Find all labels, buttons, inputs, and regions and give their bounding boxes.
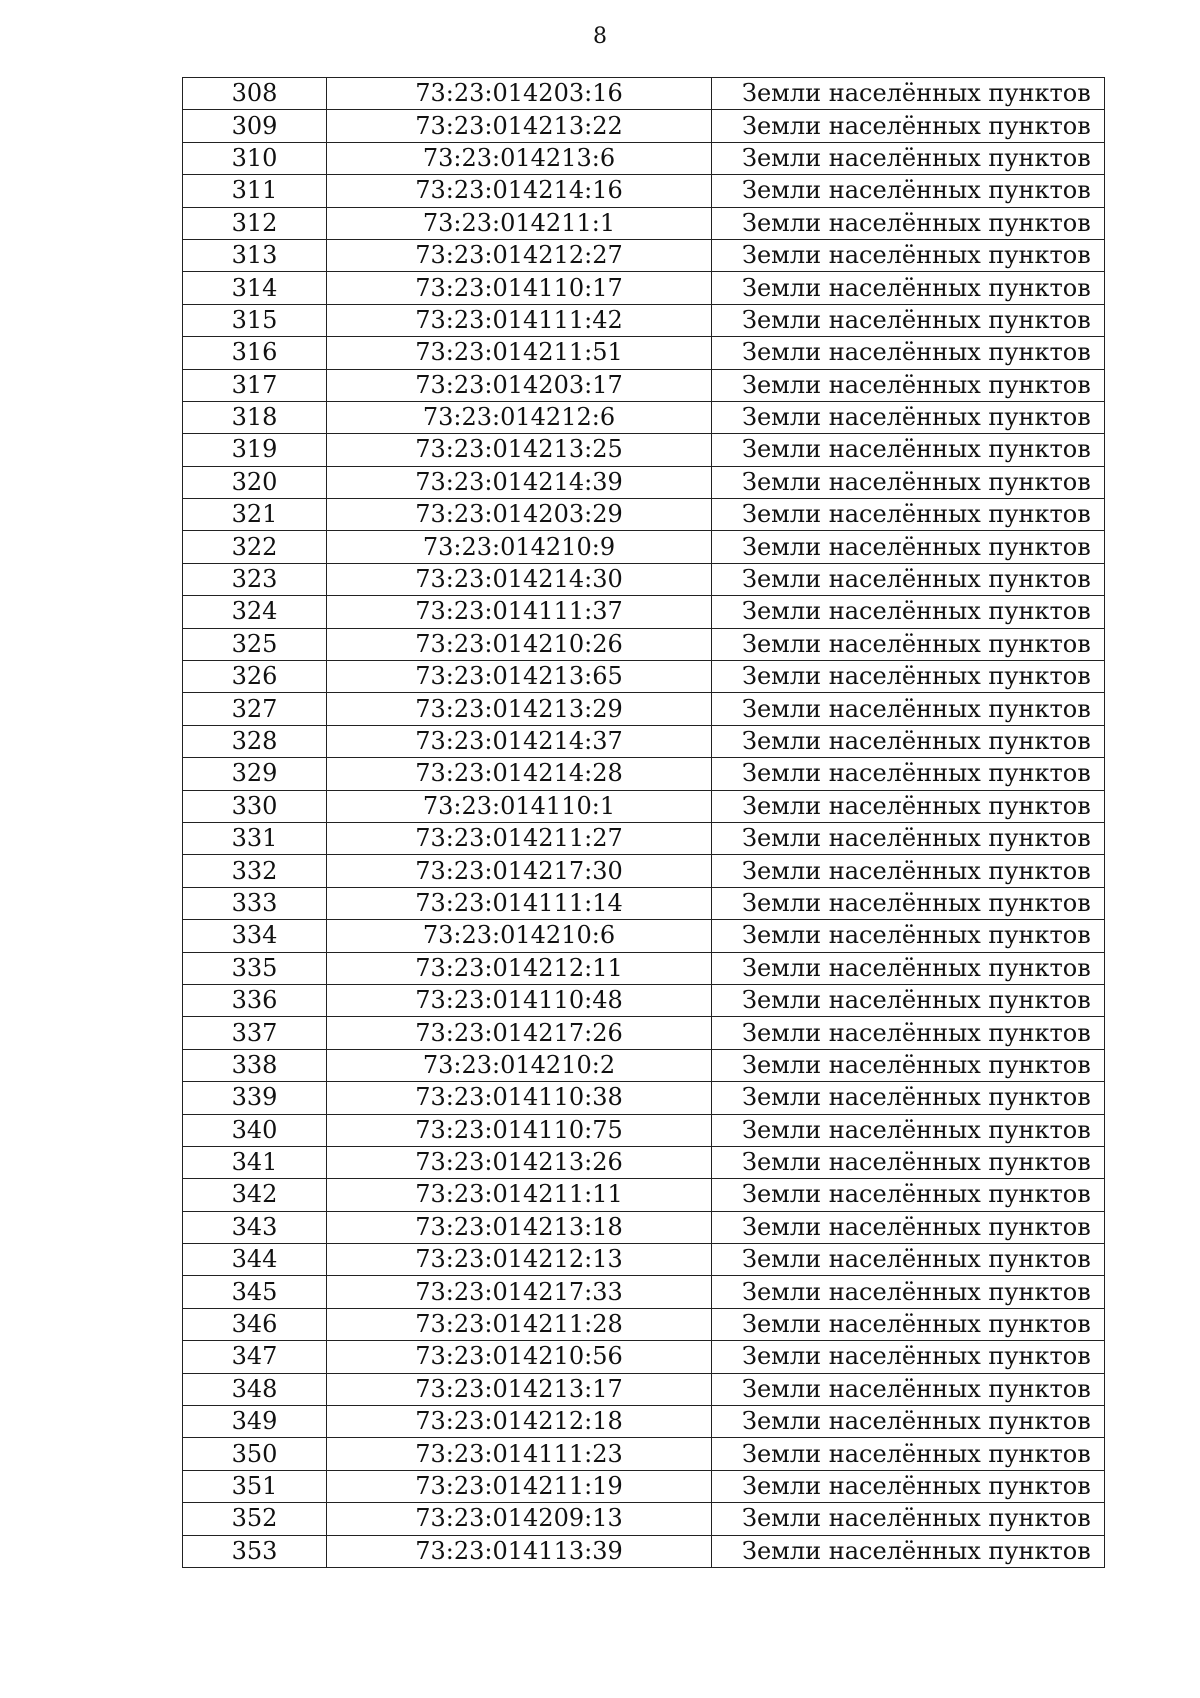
cadastral-number-cell: 73:23:014211:28 <box>327 1308 712 1340</box>
table-row <box>183 1017 1105 1049</box>
row-number-cell: 318 <box>183 401 327 433</box>
cadastral-number-cell: 73:23:014211:51 <box>327 337 712 369</box>
row-number-cell: 342 <box>183 1179 327 1211</box>
land-category-cell: Земли населённых пунктов <box>712 1308 1105 1340</box>
table-row <box>183 693 1105 725</box>
row-number-cell: 320 <box>183 466 327 498</box>
table-row <box>183 563 1105 595</box>
row-number-cell: 315 <box>183 304 327 336</box>
row-number-cell: 327 <box>183 693 327 725</box>
table-row <box>183 110 1105 142</box>
table-row <box>183 1082 1105 1114</box>
row-number-cell: 346 <box>183 1308 327 1340</box>
table-row <box>183 887 1105 919</box>
table-row <box>183 1276 1105 1308</box>
row-number-cell: 313 <box>183 239 327 271</box>
land-category-cell: Земли населённых пунктов <box>712 369 1105 401</box>
table-row <box>183 207 1105 239</box>
cadastral-number-cell: 73:23:014214:28 <box>327 758 712 790</box>
row-number-cell: 330 <box>183 790 327 822</box>
table-row <box>183 1470 1105 1502</box>
land-category-cell: Земли населённых пунктов <box>712 1438 1105 1470</box>
land-category-cell: Земли населённых пунктов <box>712 531 1105 563</box>
row-number-cell: 312 <box>183 207 327 239</box>
land-category-cell: Земли населённых пунктов <box>712 725 1105 757</box>
row-number-cell: 340 <box>183 1114 327 1146</box>
row-number-cell: 338 <box>183 1049 327 1081</box>
land-category-cell: Земли населённых пунктов <box>712 790 1105 822</box>
land-category-cell: Земли населённых пунктов <box>712 434 1105 466</box>
cadastral-number-cell: 73:23:014110:38 <box>327 1082 712 1114</box>
cadastral-number-cell: 73:23:014210:56 <box>327 1341 712 1373</box>
cadastral-number-cell: 73:23:014211:1 <box>327 207 712 239</box>
land-category-cell: Земли населённых пунктов <box>712 628 1105 660</box>
table-row <box>183 790 1105 822</box>
cadastral-number-cell: 73:23:014210:26 <box>327 628 712 660</box>
row-number-cell: 323 <box>183 563 327 595</box>
land-category-cell: Земли населённых пунктов <box>712 661 1105 693</box>
cadastral-number-cell: 73:23:014110:17 <box>327 272 712 304</box>
table-row <box>183 1244 1105 1276</box>
cadastral-number-cell: 73:23:014203:29 <box>327 499 712 531</box>
table-row <box>183 1503 1105 1535</box>
row-number-cell: 351 <box>183 1470 327 1502</box>
land-category-cell: Земли населённых пунктов <box>712 855 1105 887</box>
table-row <box>183 822 1105 854</box>
cadastral-number-cell: 73:23:014214:39 <box>327 466 712 498</box>
cadastral-number-cell: 73:23:014212:6 <box>327 401 712 433</box>
table-row <box>183 369 1105 401</box>
cadastral-number-cell: 73:23:014213:25 <box>327 434 712 466</box>
land-category-cell: Земли населённых пунктов <box>712 1503 1105 1535</box>
land-category-cell: Земли населённых пунктов <box>712 1373 1105 1405</box>
cadastral-number-cell: 73:23:014217:30 <box>327 855 712 887</box>
land-category-cell: Земли населённых пунктов <box>712 175 1105 207</box>
land-category-cell: Земли населённых пунктов <box>712 822 1105 854</box>
cadastral-number-cell: 73:23:014203:16 <box>327 78 712 110</box>
land-category-cell: Земли населённых пунктов <box>712 693 1105 725</box>
land-category-cell: Земли населённых пунктов <box>712 304 1105 336</box>
table-row <box>183 1179 1105 1211</box>
cadastral-number-cell: 73:23:014110:75 <box>327 1114 712 1146</box>
cadastral-number-cell: 73:23:014111:37 <box>327 596 712 628</box>
cadastral-number-cell: 73:23:014214:16 <box>327 175 712 207</box>
row-number-cell: 350 <box>183 1438 327 1470</box>
cadastral-number-cell: 73:23:014212:18 <box>327 1406 712 1438</box>
cadastral-number-cell: 73:23:014111:23 <box>327 1438 712 1470</box>
table-row <box>183 920 1105 952</box>
cadastral-number-cell: 73:23:014213:29 <box>327 693 712 725</box>
row-number-cell: 332 <box>183 855 327 887</box>
cadastral-number-cell: 73:23:014111:14 <box>327 887 712 919</box>
row-number-cell: 311 <box>183 175 327 207</box>
cadastral-number-cell: 73:23:014212:13 <box>327 1244 712 1276</box>
row-number-cell: 319 <box>183 434 327 466</box>
land-category-cell: Земли населённых пунктов <box>712 1406 1105 1438</box>
row-number-cell: 328 <box>183 725 327 757</box>
cadastral-number-cell: 73:23:014211:27 <box>327 822 712 854</box>
row-number-cell: 336 <box>183 984 327 1016</box>
land-category-cell: Земли населённых пунктов <box>712 1276 1105 1308</box>
row-number-cell: 353 <box>183 1535 327 1567</box>
cadastral-number-cell: 73:23:014213:17 <box>327 1373 712 1405</box>
land-category-cell: Земли населённых пунктов <box>712 1179 1105 1211</box>
table-row <box>183 855 1105 887</box>
table-row <box>183 952 1105 984</box>
table-row <box>183 466 1105 498</box>
table-row <box>183 1114 1105 1146</box>
row-number-cell: 322 <box>183 531 327 563</box>
cadastral-number-cell: 73:23:014214:30 <box>327 563 712 595</box>
land-category-cell: Земли населённых пунктов <box>712 142 1105 174</box>
land-category-cell: Земли населённых пунктов <box>712 1244 1105 1276</box>
row-number-cell: 343 <box>183 1211 327 1243</box>
cadastral-number-cell: 73:23:014217:33 <box>327 1276 712 1308</box>
land-category-cell: Земли населённых пунктов <box>712 1082 1105 1114</box>
table-row <box>183 628 1105 660</box>
table-row <box>183 239 1105 271</box>
row-number-cell: 334 <box>183 920 327 952</box>
cadastral-number-cell: 73:23:014212:27 <box>327 239 712 271</box>
land-category-cell: Земли населённых пунктов <box>712 1470 1105 1502</box>
cadastral-number-cell: 73:23:014210:9 <box>327 531 712 563</box>
land-category-cell: Земли населённых пунктов <box>712 207 1105 239</box>
land-category-cell: Земли населённых пунктов <box>712 758 1105 790</box>
cadastral-number-cell: 73:23:014213:22 <box>327 110 712 142</box>
cadastral-number-cell: 73:23:014110:48 <box>327 984 712 1016</box>
row-number-cell: 329 <box>183 758 327 790</box>
land-category-cell: Земли населённых пунктов <box>712 1114 1105 1146</box>
cadastral-number-cell: 73:23:014213:65 <box>327 661 712 693</box>
table-row <box>183 596 1105 628</box>
cadastral-number-cell: 73:23:014213:26 <box>327 1146 712 1178</box>
land-category-cell: Земли населённых пунктов <box>712 1146 1105 1178</box>
page-number: 8 <box>593 24 607 49</box>
row-number-cell: 331 <box>183 822 327 854</box>
cadastral-number-cell: 73:23:014213:18 <box>327 1211 712 1243</box>
land-category-cell: Земли населённых пунктов <box>712 1535 1105 1567</box>
row-number-cell: 348 <box>183 1373 327 1405</box>
table-row <box>183 984 1105 1016</box>
land-category-cell: Земли населённых пунктов <box>712 401 1105 433</box>
land-plot-table <box>182 77 1105 1568</box>
row-number-cell: 341 <box>183 1146 327 1178</box>
table-row <box>183 1049 1105 1081</box>
land-category-cell: Земли населённых пунктов <box>712 563 1105 595</box>
table-row <box>183 531 1105 563</box>
land-category-cell: Земли населённых пунктов <box>712 1341 1105 1373</box>
row-number-cell: 321 <box>183 499 327 531</box>
cadastral-number-cell: 73:23:014209:13 <box>327 1503 712 1535</box>
table-row <box>183 401 1105 433</box>
land-category-cell: Земли населённых пунктов <box>712 337 1105 369</box>
row-number-cell: 352 <box>183 1503 327 1535</box>
cadastral-number-cell: 73:23:014210:2 <box>327 1049 712 1081</box>
row-number-cell: 339 <box>183 1082 327 1114</box>
table-row <box>183 1308 1105 1340</box>
row-number-cell: 333 <box>183 887 327 919</box>
land-category-cell: Земли населённых пунктов <box>712 466 1105 498</box>
table-row <box>183 1146 1105 1178</box>
row-number-cell: 324 <box>183 596 327 628</box>
land-category-cell: Земли населённых пунктов <box>712 1211 1105 1243</box>
row-number-cell: 309 <box>183 110 327 142</box>
row-number-cell: 326 <box>183 661 327 693</box>
cadastral-number-cell: 73:23:014203:17 <box>327 369 712 401</box>
cadastral-number-cell: 73:23:014113:39 <box>327 1535 712 1567</box>
table-row <box>183 725 1105 757</box>
land-category-cell: Земли населённых пунктов <box>712 1017 1105 1049</box>
row-number-cell: 317 <box>183 369 327 401</box>
cadastral-number-cell: 73:23:014210:6 <box>327 920 712 952</box>
row-number-cell: 344 <box>183 1244 327 1276</box>
row-number-cell: 337 <box>183 1017 327 1049</box>
cadastral-number-cell: 73:23:014213:6 <box>327 142 712 174</box>
table-body <box>183 78 1105 1568</box>
table-row <box>183 272 1105 304</box>
table-row <box>183 1341 1105 1373</box>
table-row <box>183 499 1105 531</box>
land-category-cell: Земли населённых пунктов <box>712 1049 1105 1081</box>
row-number-cell: 310 <box>183 142 327 174</box>
cadastral-number-cell: 73:23:014217:26 <box>327 1017 712 1049</box>
row-number-cell: 345 <box>183 1276 327 1308</box>
land-category-cell: Земли населённых пунктов <box>712 952 1105 984</box>
row-number-cell: 349 <box>183 1406 327 1438</box>
table-row <box>183 337 1105 369</box>
row-number-cell: 335 <box>183 952 327 984</box>
row-number-cell: 308 <box>183 78 327 110</box>
land-category-cell: Земли населённых пунктов <box>712 499 1105 531</box>
table-row <box>183 78 1105 110</box>
land-category-cell: Земли населённых пунктов <box>712 984 1105 1016</box>
table-row <box>183 1438 1105 1470</box>
row-number-cell: 325 <box>183 628 327 660</box>
cadastral-number-cell: 73:23:014214:37 <box>327 725 712 757</box>
row-number-cell: 314 <box>183 272 327 304</box>
table-row <box>183 758 1105 790</box>
land-category-cell: Земли населённых пунктов <box>712 239 1105 271</box>
land-category-cell: Земли населённых пунктов <box>712 887 1105 919</box>
cadastral-number-cell: 73:23:014110:1 <box>327 790 712 822</box>
row-number-cell: 316 <box>183 337 327 369</box>
table-row <box>183 175 1105 207</box>
table-row <box>183 434 1105 466</box>
land-category-cell: Земли населённых пунктов <box>712 596 1105 628</box>
cadastral-number-cell: 73:23:014211:11 <box>327 1179 712 1211</box>
table-row <box>183 1406 1105 1438</box>
row-number-cell: 347 <box>183 1341 327 1373</box>
table-row <box>183 304 1105 336</box>
cadastral-number-cell: 73:23:014111:42 <box>327 304 712 336</box>
table-row <box>183 661 1105 693</box>
cadastral-number-cell: 73:23:014212:11 <box>327 952 712 984</box>
land-category-cell: Земли населённых пунктов <box>712 110 1105 142</box>
land-category-cell: Земли населённых пунктов <box>712 920 1105 952</box>
land-category-cell: Земли населённых пунктов <box>712 272 1105 304</box>
table-row <box>183 142 1105 174</box>
table-row <box>183 1373 1105 1405</box>
table-row <box>183 1535 1105 1567</box>
land-category-cell: Земли населённых пунктов <box>712 78 1105 110</box>
cadastral-number-cell: 73:23:014211:19 <box>327 1470 712 1502</box>
table-row <box>183 1211 1105 1243</box>
